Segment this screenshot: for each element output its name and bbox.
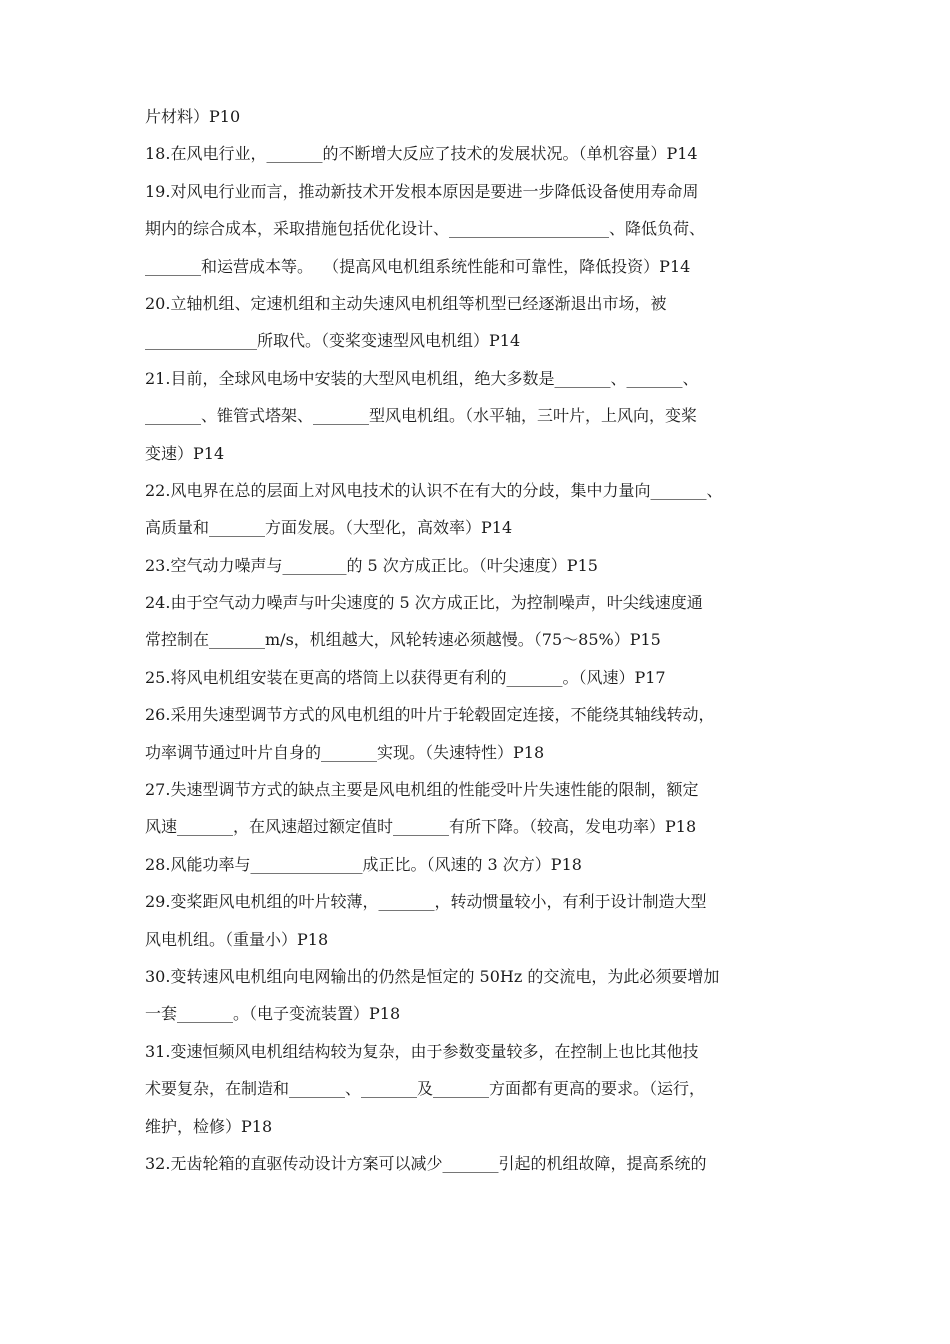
text-line: 术要复杂，在制造和_______、_______及_______方面都有更高的要求。（运行， — [145, 1079, 706, 1099]
text-line: 28.风能功率与______________成正比。（风速的 3 次方）P18 — [145, 854, 582, 874]
text-line: 维护，检修）P18 — [145, 1116, 273, 1136]
text-line: ______________所取代。（变桨变速型风电机组）P14 — [145, 331, 521, 351]
text-line: _______和运营成本等。 （提高风电机组系统性能和可靠性，降低投资）P14 — [145, 256, 691, 276]
text-line: 27.失速型调节方式的缺点主要是风电机组的性能受叶片失速性能的限制，额定 — [145, 780, 699, 800]
text-line: _______、锥管式塔架、_______型风电机组。（水平轴，三叶片，上风向，变桨 — [145, 406, 698, 426]
text-line: 24.由于空气动力噪声与叶尖速度的 5 次方成正比，为控制噪声，叶尖线速度通 — [145, 593, 703, 613]
text-line: 高质量和_______方面发展。（大型化，高效率）P14 — [145, 518, 513, 538]
text-line: 功率调节通过叶片自身的_______实现。（失速特性）P18 — [145, 742, 545, 762]
text-line: 22.风电界在总的层面上对风电技术的认识不在有大的分歧，集中力量向_______、 — [145, 480, 723, 500]
text-line: 风电机组。（重量小）P18 — [145, 929, 329, 949]
text-line: 25.将风电机组安装在更高的塔筒上以获得更有利的_______。（风速）P17 — [145, 667, 666, 687]
text-line: 32.无齿轮箱的直驱传动设计方案可以减少_______引起的机组故障，提高系统的 — [145, 1153, 707, 1173]
text-line: 20.立轴机组、定速机组和主动失速风电机组等机型已经逐渐退出市场，被 — [145, 293, 667, 313]
text-line: 18.在风电行业，_______的不断增大反应了技术的发展状况。（单机容量）P14 — [145, 144, 698, 164]
text-line: 19.对风电行业而言，推动新技术开发根本原因是要进一步降低设备使用寿命周 — [145, 181, 699, 201]
text-line: 30.变转速风电机组向电网输出的仍然是恒定的 50Hz 的交流电，为此必须要增加 — [145, 966, 720, 986]
text-line: 23.空气动力噪声与________的 5 次方成正比。（叶尖速度）P15 — [145, 555, 598, 575]
text-line: 26.采用失速型调节方式的风电机组的叶片于轮毂固定连接，不能绕其轴线转动， — [145, 705, 715, 725]
text-line: 风速_______，在风速超过额定值时_______有所下降。（较高，发电功率）P18 — [145, 817, 697, 837]
document-body — [145, 104, 825, 1188]
text-line: 一套_______。（电子变流装置）P18 — [145, 1004, 401, 1024]
text-line: 片材料）P10 — [145, 107, 241, 126]
text-line: 31.变速恒频风电机组结构较为复杂，由于参数变量较多，在控制上也比其他技 — [145, 1041, 699, 1061]
text-line: 变速）P14 — [145, 443, 225, 463]
text-line: 常控制在_______m/s，机组越大，风轮转速必须越慢。（75～85%）P15 — [145, 630, 661, 650]
text-line: 期内的综合成本，采取措施包括优化设计、____________________、降低负荷、 — [145, 219, 706, 239]
text-line: 29.变桨距风电机组的叶片较薄，_______，转动惯量较小，有利于设计制造大型 — [145, 892, 707, 912]
text-line: 21.目前，全球风电场中安装的大型风电机组，绝大多数是_______、_______、 — [145, 368, 699, 388]
